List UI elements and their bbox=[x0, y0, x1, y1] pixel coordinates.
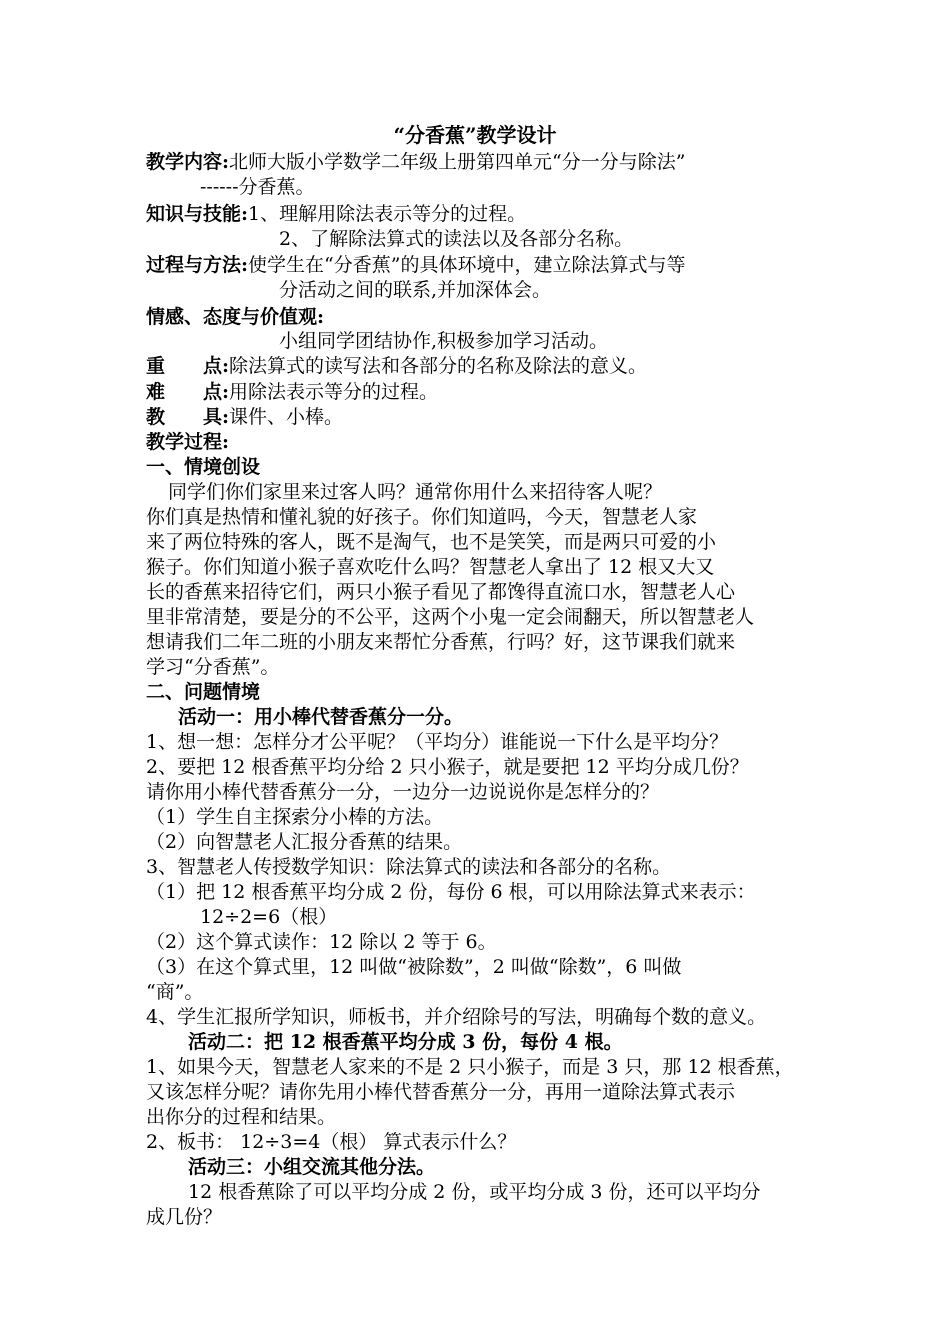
teaching-tools-label: 教 具: bbox=[146, 406, 230, 428]
division-expression: 12÷2=6（根） bbox=[200, 906, 338, 928]
activity-1-item: 3、智慧老人传授数学知识：除法算式的读法和各部分的名称。 bbox=[146, 856, 672, 878]
activity-1-item: 请你用小棒代替香蕉分一分，一边分一边说说你是怎样分的？ bbox=[146, 781, 660, 803]
activity-1-heading: 活动一：用小棒代替香蕉分一分。 bbox=[178, 706, 464, 728]
section-1-paragraph: 你们真是热情和懂礼貌的好孩子。你们知道吗，今天，智慧老人家 bbox=[146, 506, 698, 528]
teaching-content-label: 教学内容: bbox=[146, 151, 230, 173]
section-1-paragraph: 同学们你们家里来过客人吗？通常你用什么来招待客人呢？ bbox=[168, 481, 663, 503]
knowledge-skill-line bbox=[146, 202, 526, 226]
document-title: “分香蕉”教学设计 bbox=[393, 123, 557, 147]
activity-1-item: （1）把 12 根香蕉平均分成 2 份，每份 6 根，可以用除法算式来表示： bbox=[146, 881, 756, 903]
knowledge-skill-item-1: 1、理解用除法表示等分的过程。 bbox=[248, 203, 527, 225]
difficulty-line bbox=[146, 380, 438, 404]
activity-3-item: 12 根香蕉除了可以平均分成 2 份，或平均分成 3 份，还可以平均分 bbox=[188, 1181, 761, 1203]
teaching-process-label: 教学过程: bbox=[146, 431, 230, 453]
section-1-paragraph: 里非常清楚，要是分的不公平，这两个小鬼一定会闹翻天，所以智慧老人 bbox=[146, 606, 755, 628]
activity-3-item: 成几份？ bbox=[146, 1206, 223, 1228]
teaching-content-text-2: ------分香蕉。 bbox=[200, 176, 315, 198]
activity-3-heading: 活动三：小组交流其他分法。 bbox=[188, 1156, 436, 1178]
teaching-tools-text: 课件、小棒。 bbox=[229, 406, 344, 428]
emotion-label: 情感、态度与价值观: bbox=[146, 306, 325, 328]
process-method-text-1: 使学生在“分香蕉”的具体环境中，建立除法算式与等 bbox=[248, 254, 686, 276]
activity-1-item: （3）在这个算式里，12 叫做“被除数”，2 叫做“除数”，6 叫做 bbox=[146, 956, 682, 978]
activity-1-item: 4、学生汇报所学知识，师板书，并介绍除号的写法，明确每个数的意义。 bbox=[146, 1006, 767, 1028]
activity-2-item: 2、板书： 12÷3=4（根） 算式表示什么？ bbox=[146, 1131, 517, 1153]
key-point-line bbox=[146, 354, 647, 378]
activity-2-item: 1、如果今天，智慧老人家来的不是 2 只小猴子，而是 3 只，那 12 根香蕉， bbox=[146, 1056, 794, 1078]
activity-1-item: （2）向智慧老人汇报分香蕉的结果。 bbox=[146, 831, 463, 853]
activity-1-item: （1）学生自主探索分小棒的方法。 bbox=[146, 806, 444, 828]
activity-1-item: “商”。 bbox=[146, 981, 204, 1003]
section-1-paragraph: 想请我们二年二班的小朋友来帮忙分香蕉，行吗？好，这节课我们就来 bbox=[146, 631, 736, 653]
section-1-paragraph: 长的香蕉来招待它们，两只小猴子看见了都馋得直流口水，智慧老人心 bbox=[146, 581, 736, 603]
teaching-tools-line bbox=[146, 405, 343, 429]
section-2-heading: 二、问题情境 bbox=[146, 681, 261, 703]
section-1-paragraph: 猴子。你们知道小猴子喜欢吃什么吗？智慧老人拿出了 12 根又大又 bbox=[146, 556, 715, 578]
section-1-paragraph: 学习“分香蕉”。 bbox=[146, 656, 280, 678]
teaching-content-text: 北师大版小学数学二年级上册第四单元“分一分与除法” bbox=[229, 151, 686, 173]
activity-2-item: 出你分的过程和结果。 bbox=[146, 1106, 337, 1128]
difficulty-text: 用除法表示等分的过程。 bbox=[229, 381, 439, 403]
difficulty-label: 难 点: bbox=[146, 381, 230, 403]
knowledge-skill-item-2: 2、了解除法算式的读法以及各部分名称。 bbox=[279, 228, 634, 250]
key-point-label: 重 点: bbox=[146, 355, 230, 377]
emotion-text: 小组同学团结协作,积极参加学习活动。 bbox=[279, 330, 609, 352]
activity-2-item: 又该怎样分呢？请你先用小棒代替香蕉分一分，再用一道除法算式表示 bbox=[146, 1081, 736, 1103]
activity-1-item: 2、要把 12 根香蕉平均分给 2 只小猴子，就是要把 12 平均分成几份？ bbox=[146, 756, 749, 778]
activity-1-item: （2）这个算式读作：12 除以 2 等于 6。 bbox=[146, 931, 497, 953]
process-method-text-2: 分活动之间的联系,并加深体会。 bbox=[279, 279, 552, 301]
section-1-paragraph: 来了两位特殊的客人，既不是淘气，也不是笑笑，而是两只可爱的小 bbox=[146, 531, 717, 553]
activity-1-item: 1、想一想：怎样分才公平呢？（平均分）谁能说一下什么是平均分？ bbox=[146, 731, 729, 753]
activity-2-heading: 活动二：把 12 根香蕉平均分成 3 份，每份 4 根。 bbox=[188, 1031, 623, 1053]
key-point-text: 除法算式的读写法和各部分的名称及除法的意义。 bbox=[229, 355, 648, 377]
knowledge-skill-label: 知识与技能: bbox=[146, 203, 249, 225]
process-method-line bbox=[146, 253, 685, 277]
teaching-content-line bbox=[146, 150, 685, 174]
section-1-heading: 一、情境创设 bbox=[146, 456, 261, 478]
process-method-label: 过程与方法: bbox=[146, 254, 249, 276]
